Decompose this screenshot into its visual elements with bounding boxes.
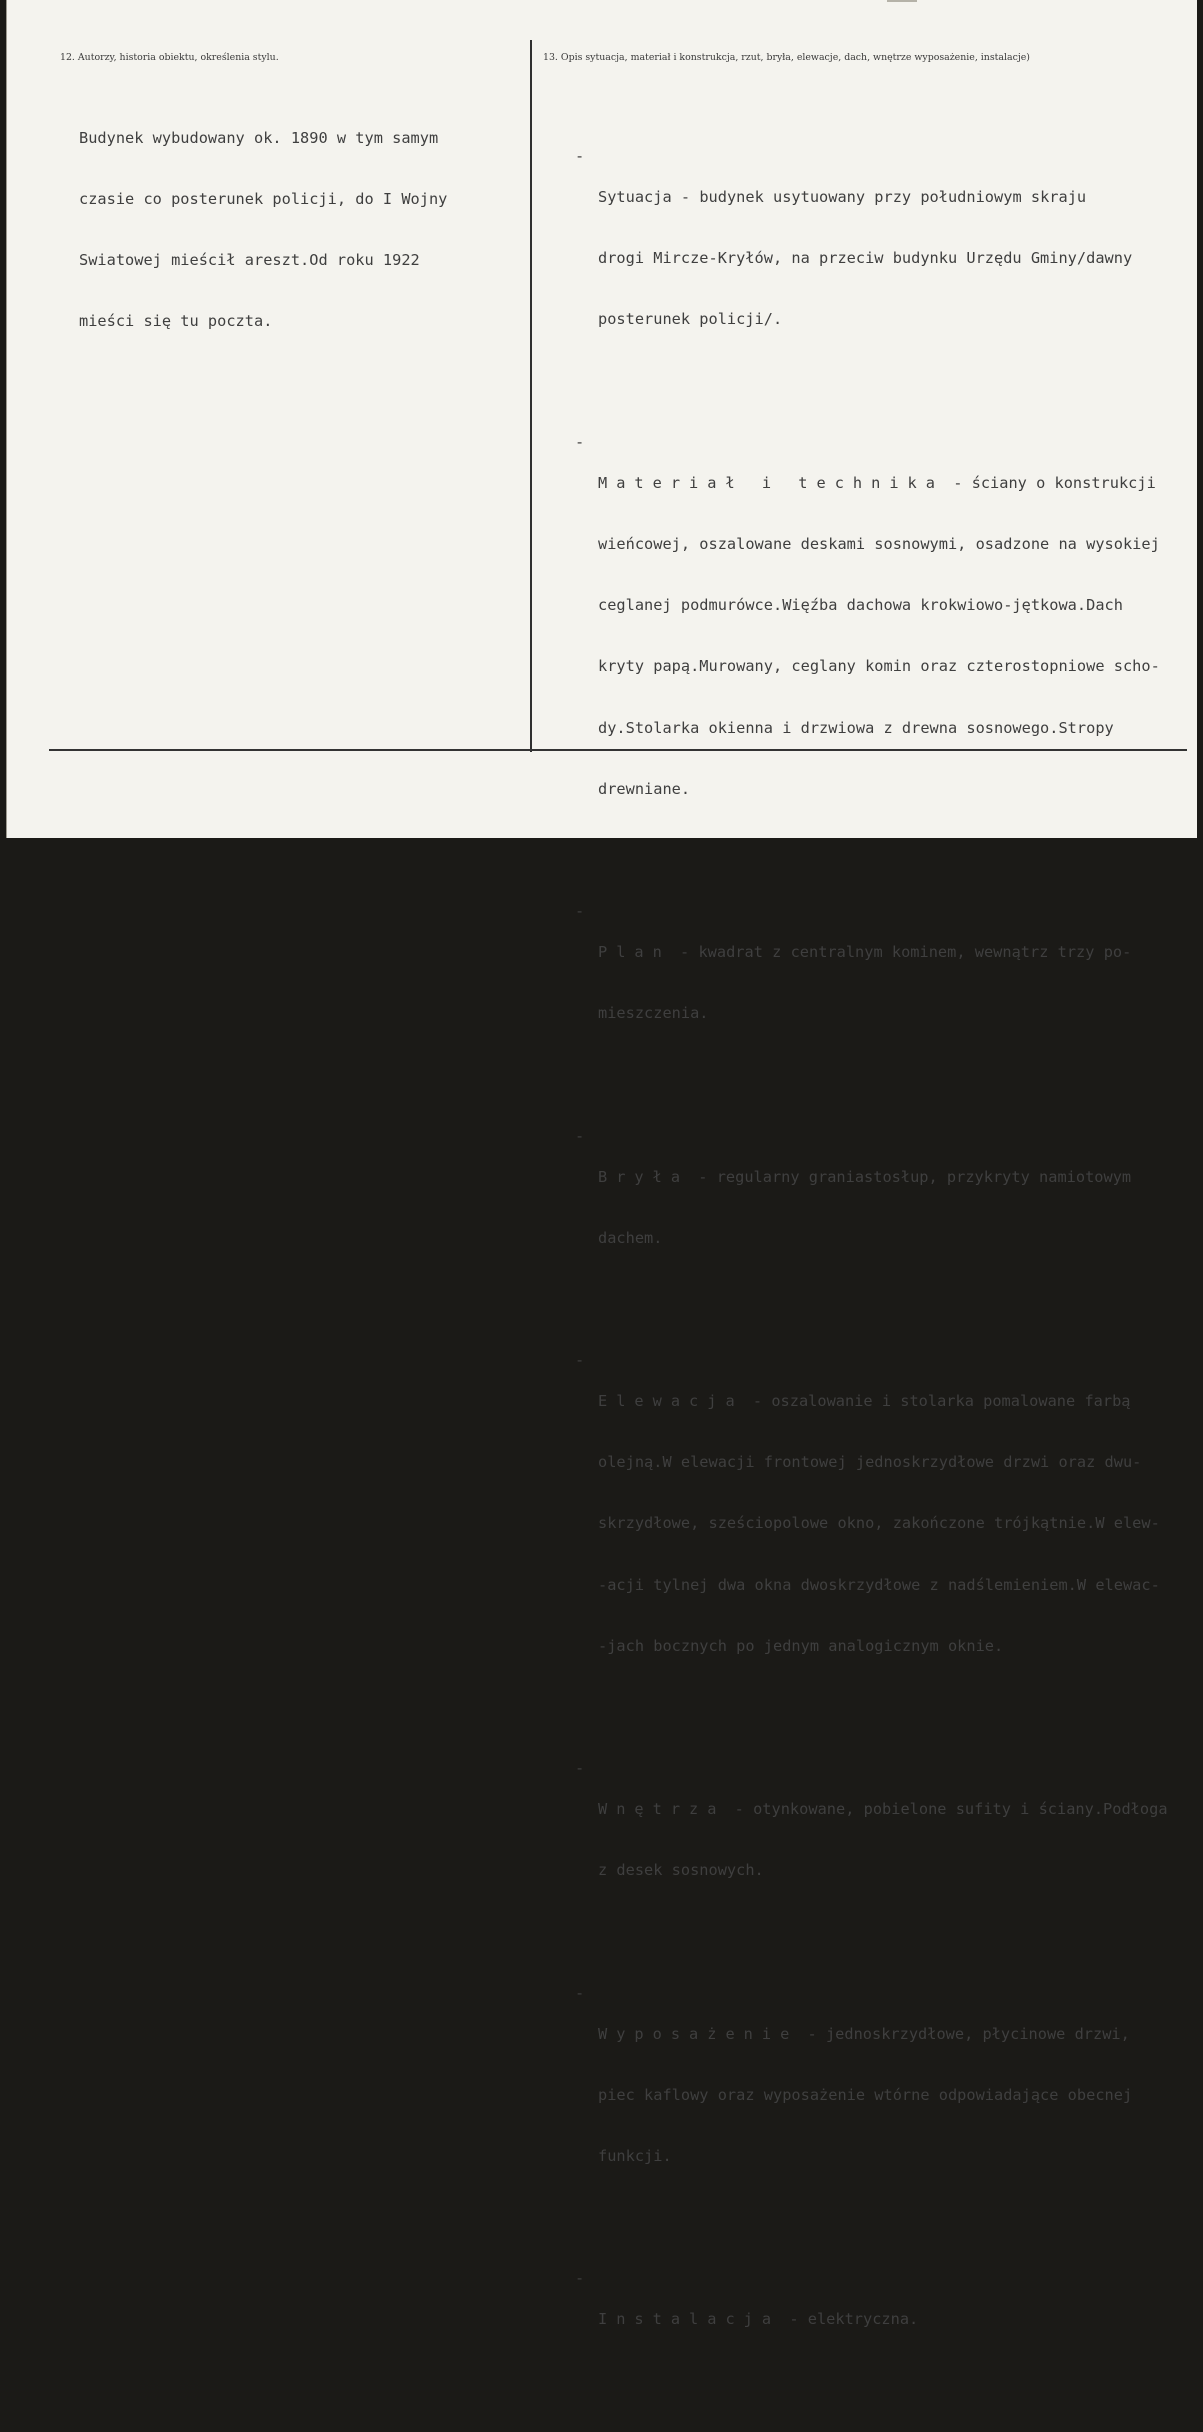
description-item-elewacja <box>575 1350 1203 1697</box>
item-dash: - <box>575 147 585 166</box>
item-line: - regularny graniastosłup, przykryty namiotowym <box>689 1167 1132 1186</box>
section-12-line: czasie co posterunek policji, do I Wojny <box>79 190 448 209</box>
item-dash: - <box>575 2269 585 2288</box>
description-item-instalacja <box>575 2268 1203 2370</box>
item-term: Wyposażenie <box>598 2024 799 2043</box>
item-term: Bryła <box>598 1167 690 1186</box>
item-term: Instalacja <box>598 2310 781 2329</box>
section-12-line: Swiatowej mieścił areszt.Od roku 1922 <box>79 251 420 270</box>
top-edge-mark <box>887 0 917 2</box>
section-12-body <box>79 87 447 373</box>
item-line: z desek sosnowych. <box>598 1861 764 1880</box>
item-term: Wnętrza <box>598 1800 726 1819</box>
item-line: posterunek policji/. <box>598 310 783 329</box>
item-line: dachem. <box>598 1228 663 1247</box>
item-line: - budynek usytuowany przy południowym skraju <box>671 188 1087 207</box>
description-item-plan <box>575 901 1203 1064</box>
section-12-line: Budynek wybudowany ok. 1890 w tym samym <box>79 128 439 147</box>
item-line: - kwadrat z centralnym kominem, wewnątrz trzy po- <box>670 943 1132 962</box>
item-line: funkcji. <box>598 2147 672 2166</box>
item-dash: - <box>575 1983 585 2002</box>
description-item-wnetrza <box>575 1758 1203 1921</box>
description-item-material <box>575 432 1203 840</box>
item-dash: - <box>575 1759 585 1778</box>
item-dash: - <box>575 1126 585 1145</box>
item-line: ceglanej podmurówce.Więźba dachowa krokwiowo-jętkowa.Dach <box>598 596 1123 615</box>
description-item-bryla <box>575 1126 1203 1289</box>
item-dash: - <box>575 902 585 921</box>
item-line: - elektryczna. <box>780 2310 919 2329</box>
section-13-header: 13. Opis sytuacja, materiał i konstrukcja, rzut, bryła, elewacje, dach, wnętrze wyposażenie, instalacje) <box>543 52 1030 63</box>
section-13-body <box>575 85 1203 2432</box>
item-line: - otynkowane, pobielone sufity i ściany.Podłoga <box>725 1800 1168 1819</box>
item-line: - ściany o konstrukcji <box>943 473 1156 492</box>
item-line: - oszalowanie i stolarka pomalowane farbą <box>743 1392 1131 1410</box>
item-term: Materiał i technika <box>598 473 944 492</box>
section-12-line: mieści się tu poczta. <box>79 312 273 331</box>
item-dash: - <box>575 432 585 451</box>
item-term: Sytuacja <box>598 188 672 207</box>
item-line: - jednoskrzydłowe, płycinowe drzwi, <box>798 2024 1130 2043</box>
item-line: -acji tylnej dwa okna dwoskrzydłowe z nadślemieniem.W elewac- <box>598 1575 1160 1594</box>
item-line: skrzydłowe, sześciopolowe okno, zakończone trójkątnie.W elew- <box>598 1514 1160 1533</box>
item-line: dy.Stolarka okienna i drzwiowa z drewna sosnowego.Stropy <box>598 718 1114 737</box>
column-divider <box>530 40 532 752</box>
item-dash: - <box>575 1351 585 1370</box>
item-line: -jach bocznych po jednym analogicznym oknie. <box>598 1636 1004 1655</box>
item-term: Elewacja <box>598 1392 744 1410</box>
item-term: Plan <box>598 943 671 962</box>
item-line: wieńcowej, oszalowane deskami sosnowymi, osadzone na wysokiej <box>598 534 1160 553</box>
section-12-header: 12. Autorzy, historia obiektu, określenia stylu. <box>60 52 279 63</box>
item-line: olejną.W elewacji frontowej jednoskrzydłowe drzwi oraz dwu- <box>598 1453 1142 1472</box>
document-page <box>6 0 1197 2329</box>
description-item-wyposazenie <box>575 1983 1203 2207</box>
item-line: mieszczenia. <box>598 1004 709 1023</box>
item-line: drewniane. <box>598 779 691 798</box>
item-line: piec kaflowy oraz wyposażenie wtórne odpowiadające obecnej <box>598 2085 1133 2104</box>
description-item-sytuacja <box>575 146 1203 370</box>
item-line: kryty papą.Murowany, ceglany komin oraz czterostopniowe scho- <box>598 657 1160 676</box>
item-line: drogi Mircze-Kryłów, na przeciw budynku Urzędu Gminy/dawny <box>598 249 1133 268</box>
